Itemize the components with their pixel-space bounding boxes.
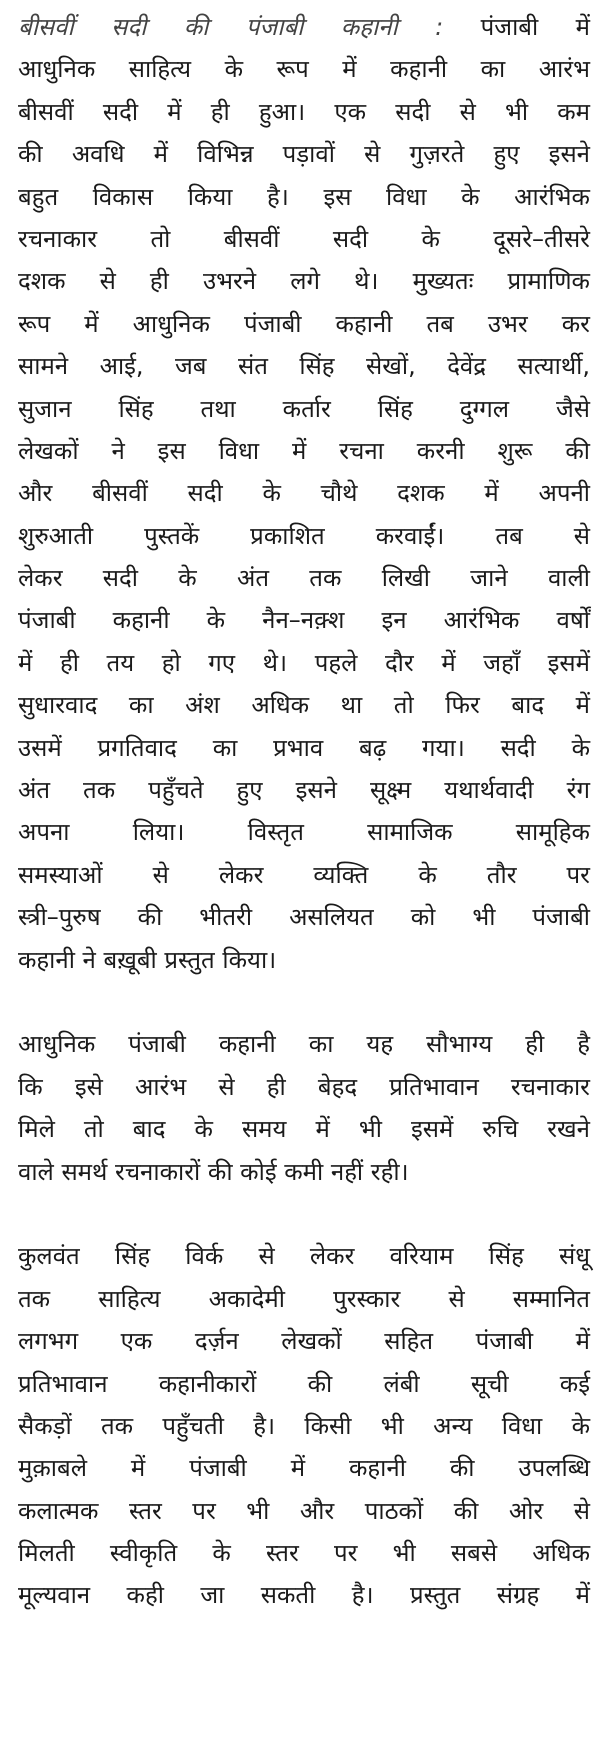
paragraph-line: की अवधि में विभिन्न पड़ावों से गुज़रते हुए इसने xyxy=(18,140,590,169)
paragraph-line: सामने आई, जब संत सिंह सेखों, देवेंद्र सत्यार्थी, xyxy=(18,352,590,381)
paragraph-1 xyxy=(18,6,590,981)
paragraph-gap xyxy=(18,981,590,1023)
paragraph-2 xyxy=(18,1023,590,1193)
paragraph-line: लेखकों ने इस विधा में रचना करनी शुरू की xyxy=(18,436,590,465)
paragraph-line: लगभग एक दर्ज़न लेखकों सहित पंजाबी में xyxy=(18,1327,590,1356)
paragraph-3 xyxy=(18,1235,590,1617)
paragraph-line: और बीसवीं सदी के चौथे दशक में अपनी xyxy=(18,479,590,508)
paragraph-line: रचनाकार तो बीसवीं सदी के दूसरे–तीसरे xyxy=(18,224,590,253)
paragraph-line: आधुनिक पंजाबी कहानी का यह सौभाग्य ही है xyxy=(18,1030,590,1059)
paragraph-line: शुरुआती पुस्तकें प्रकाशित करवाईं। तब से xyxy=(18,521,590,550)
paragraph-line: अपना लिया। विस्तृत सामाजिक सामूहिक xyxy=(18,818,590,847)
section-heading: बीसवीं सदी की पंजाबी कहानी : xyxy=(18,13,444,41)
paragraph-line: बहुत विकास किया है। इस विधा के आरंभिक xyxy=(18,182,590,211)
paragraph-line: वाले समर्थ रचनाकारों की कोई कमी नहीं रही। xyxy=(18,1157,409,1186)
paragraph-line: आधुनिक साहित्य के रूप में कहानी का आरंभ xyxy=(18,55,590,84)
paragraph-line: कि इसे आरंभ से ही बेहद प्रतिभावान रचनाकार xyxy=(18,1072,590,1101)
paragraph-line: मिले तो बाद के समय में भी इसमें रुचि रखने xyxy=(18,1115,590,1144)
paragraph-line: समस्याओं से लेकर व्यक्ति के तौर पर xyxy=(18,860,590,889)
paragraph-line xyxy=(18,6,590,48)
paragraph-line: रूप में आधुनिक पंजाबी कहानी तब उभर कर xyxy=(18,309,590,338)
paragraph-line: पंजाबी कहानी के नैन–नक़्श इन आरंभिक वर्षों xyxy=(18,606,590,635)
paragraph-line: तक साहित्य अकादेमी पुरस्कार से सम्मानित xyxy=(18,1284,590,1313)
paragraph-line: सुधारवाद का अंश अधिक था तो फिर बाद में xyxy=(18,691,590,720)
paragraph-line: मुक़ाबले में पंजाबी में कहानी की उपलब्धि xyxy=(18,1454,590,1483)
document-page xyxy=(18,6,590,1617)
paragraph-line: अंत तक पहुँचते हुए इसने सूक्ष्म यथार्थवादी रंग xyxy=(18,776,590,805)
paragraph-line: कहानी ने बख़ूबी प्रस्तुत किया। xyxy=(18,945,277,974)
paragraph-line: लेकर सदी के अंत तक लिखी जाने वाली xyxy=(18,564,590,593)
paragraph-line: स्त्री–पुरुष की भीतरी असलियत को भी पंजाबी xyxy=(18,903,590,932)
paragraph-line: में ही तय हो गए थे। पहले दौर में जहाँ इसमें xyxy=(18,648,590,677)
paragraph-line: कुलवंत सिंह विर्क से लेकर वरियाम सिंह संधू xyxy=(18,1242,590,1271)
paragraph-line: प्रतिभावान कहानीकारों की लंबी सूची कई xyxy=(18,1369,590,1398)
paragraph-gap xyxy=(18,1193,590,1235)
heading-continuation: पंजाबी में xyxy=(443,13,591,41)
paragraph-line: सुजान सिंह तथा कर्तार सिंह दुग्गल जैसे xyxy=(18,394,590,423)
paragraph-line: मूल्यवान कही जा सकती है। प्रस्तुत संग्रह में xyxy=(18,1581,590,1610)
paragraph-line: मिलती स्वीकृति के स्तर पर भी सबसे अधिक xyxy=(18,1539,590,1568)
paragraph-line: बीसवीं सदी में ही हुआ। एक सदी से भी कम xyxy=(18,97,590,126)
paragraph-line: कलात्मक स्तर पर भी और पाठकों की ओर से xyxy=(18,1496,590,1525)
paragraph-line: दशक से ही उभरने लगे थे। मुख्यतः प्रामाणिक xyxy=(18,267,590,296)
paragraph-line: सैकड़ों तक पहुँचती है। किसी भी अन्य विधा के xyxy=(18,1411,590,1440)
paragraph-line: उसमें प्रगतिवाद का प्रभाव बढ़ गया। सदी के xyxy=(18,733,590,762)
